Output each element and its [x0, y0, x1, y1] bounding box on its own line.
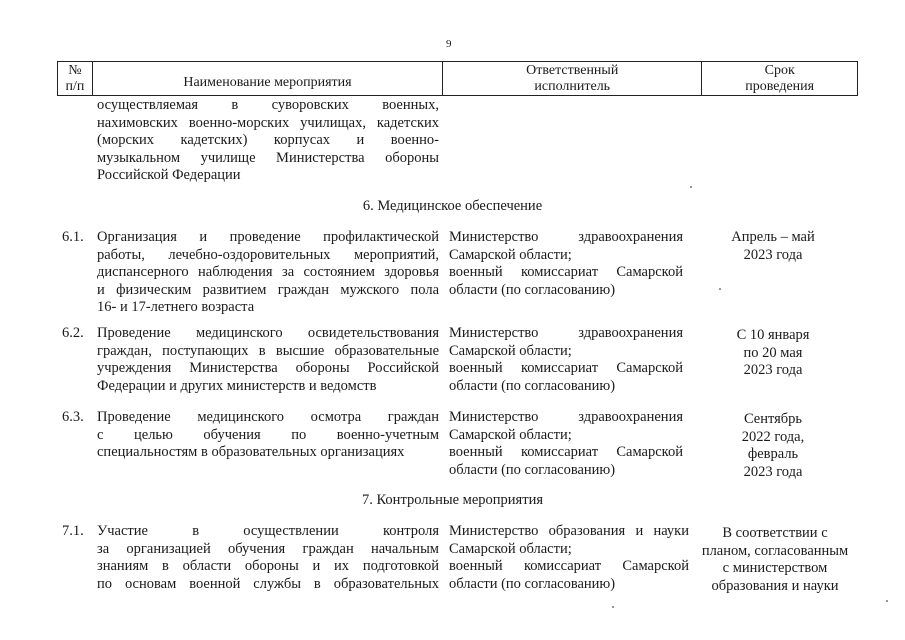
item-responsible-line: Министерство здравоохранения — [449, 325, 683, 341]
section-6-title: 6. Медицинское обеспечение — [362, 198, 543, 214]
item-name-line: 16- и 17-летнего возраста — [97, 299, 255, 315]
item-date-line: 2023 года — [743, 246, 803, 263]
item-date-line: 2023 года — [743, 463, 803, 480]
item-6-2-date — [697, 327, 849, 380]
item-name-line: Федерации и других министерств и ведомств — [97, 377, 377, 394]
header-name: Наименование мероприятия — [183, 74, 352, 90]
section-7-title: 7. Контрольные мероприятия — [361, 492, 543, 508]
item-responsible-line: области (по согласованию) — [449, 461, 616, 478]
header-name-cell — [93, 62, 443, 95]
item-date-line: образования и науки — [711, 577, 839, 594]
item-responsible-line: Министерство здравоохранения — [449, 409, 683, 425]
item-responsible-line: военный комиссариат Самарской — [449, 558, 689, 574]
item-name-line: за организацией обучения граждан начальным — [97, 540, 439, 557]
item-date-line: В соответствии с — [722, 525, 828, 541]
scan-speck — [690, 186, 692, 188]
item-name-line: знаниям в области обороны и их подготовкой — [97, 558, 439, 574]
item-name-line: граждан, поступающих в высшие образовательные — [97, 342, 439, 359]
continuation-line: осуществляемая в суворовских военных, — [97, 97, 439, 113]
item-name-line: Участие в осуществлении контроля — [97, 523, 439, 539]
header-number-cell — [58, 62, 93, 95]
item-name-line: специальностям в образовательных организациях — [97, 444, 405, 460]
item-responsible-line: области (по согласованию) — [449, 377, 616, 394]
item-date-line: февраль — [747, 446, 799, 462]
header-responsible-line1: Ответственный — [526, 62, 619, 78]
item-name-line: диспансерного наблюдения за состоянием здоровья — [97, 264, 439, 280]
item-6-3-number: 6.3. — [62, 409, 84, 425]
item-6-1-number: 6.1. — [62, 229, 84, 245]
item-date-line: Апрель – май — [731, 229, 815, 245]
header-date-cell — [702, 62, 857, 95]
table-header — [57, 61, 858, 96]
item-responsible-line: Самарской области; — [449, 342, 572, 359]
scan-speck — [719, 288, 721, 290]
page-number: 9 — [446, 38, 452, 50]
item-date-line: 2023 года — [743, 362, 803, 378]
item-name-line: работы, лечебно-оздоровительных мероприятий, — [97, 246, 439, 263]
item-name-line: Организация и проведение профилактической — [97, 229, 439, 245]
item-6-3-responsible — [449, 409, 683, 479]
item-date-line: Сентябрь — [743, 411, 803, 427]
item-responsible-line: Самарской области; — [449, 246, 572, 263]
item-name-line: Проведение медицинского осмотра граждан — [97, 409, 439, 425]
item-responsible-line: Министерство образования и науки — [449, 523, 689, 539]
item-responsible-line: военный комиссариат Самарской — [449, 360, 683, 376]
scan-speck — [612, 606, 614, 608]
continuation-line: Российской Федерации — [97, 167, 241, 183]
item-7-1-name — [97, 523, 439, 593]
continuation-line: (морских кадетских) корпусах и военно- — [97, 132, 439, 148]
header-responsible-line2: исполнитель — [534, 78, 611, 94]
item-responsible-line: области (по согласованию) — [449, 575, 616, 592]
item-7-1-date — [692, 525, 858, 595]
item-6-3-date — [697, 411, 849, 481]
item-responsible-line: военный комиссариат Самарской — [449, 264, 683, 280]
header-date-line1: Срок — [764, 62, 795, 78]
item-date-line: планом, согласованным — [701, 542, 849, 559]
continuation-text — [97, 97, 439, 185]
item-name-line: с целью обучения по военно-учетным — [97, 426, 439, 443]
item-6-2-responsible — [449, 325, 683, 395]
item-date-line: по 20 мая — [743, 344, 803, 361]
item-name-line: учреждения Министерства обороны Российской — [97, 360, 439, 376]
item-6-2-name — [97, 325, 439, 395]
item-name-line: Проведение медицинского освидетельствования — [97, 325, 439, 341]
item-responsible-line: Министерство здравоохранения — [449, 229, 683, 245]
item-6-1-date — [697, 229, 849, 264]
item-date-line: с министерством — [722, 560, 828, 576]
continuation-line: нахимовских военно-морских училищах, кадетских — [97, 114, 439, 131]
item-7-1-responsible — [449, 523, 689, 593]
item-responsible-line: области (по согласованию) — [449, 281, 616, 298]
continuation-line: музыкальном училище Министерства обороны — [97, 149, 439, 166]
item-responsible-line: Самарской области; — [449, 426, 572, 443]
item-6-2-number: 6.2. — [62, 325, 84, 341]
item-6-1-responsible — [449, 229, 683, 299]
header-number-line2: п/п — [65, 78, 85, 94]
scan-speck — [886, 600, 888, 602]
item-responsible-line: Самарской области; — [449, 540, 572, 557]
item-date-line: 2022 года, — [741, 428, 805, 445]
header-responsible-cell — [443, 62, 702, 95]
item-6-3-name — [97, 409, 439, 462]
item-6-1-name — [97, 229, 439, 317]
item-name-line: и физическим развитием граждан мужского пола — [97, 281, 439, 298]
item-responsible-line: военный комиссариат Самарской — [449, 444, 683, 460]
header-number-line1: № — [68, 62, 82, 78]
item-name-line: по основам военной службы в образовательных — [97, 575, 439, 592]
item-date-line: С 10 января — [736, 327, 810, 343]
item-7-1-number: 7.1. — [62, 523, 84, 539]
header-date-line2: проведения — [745, 78, 815, 94]
